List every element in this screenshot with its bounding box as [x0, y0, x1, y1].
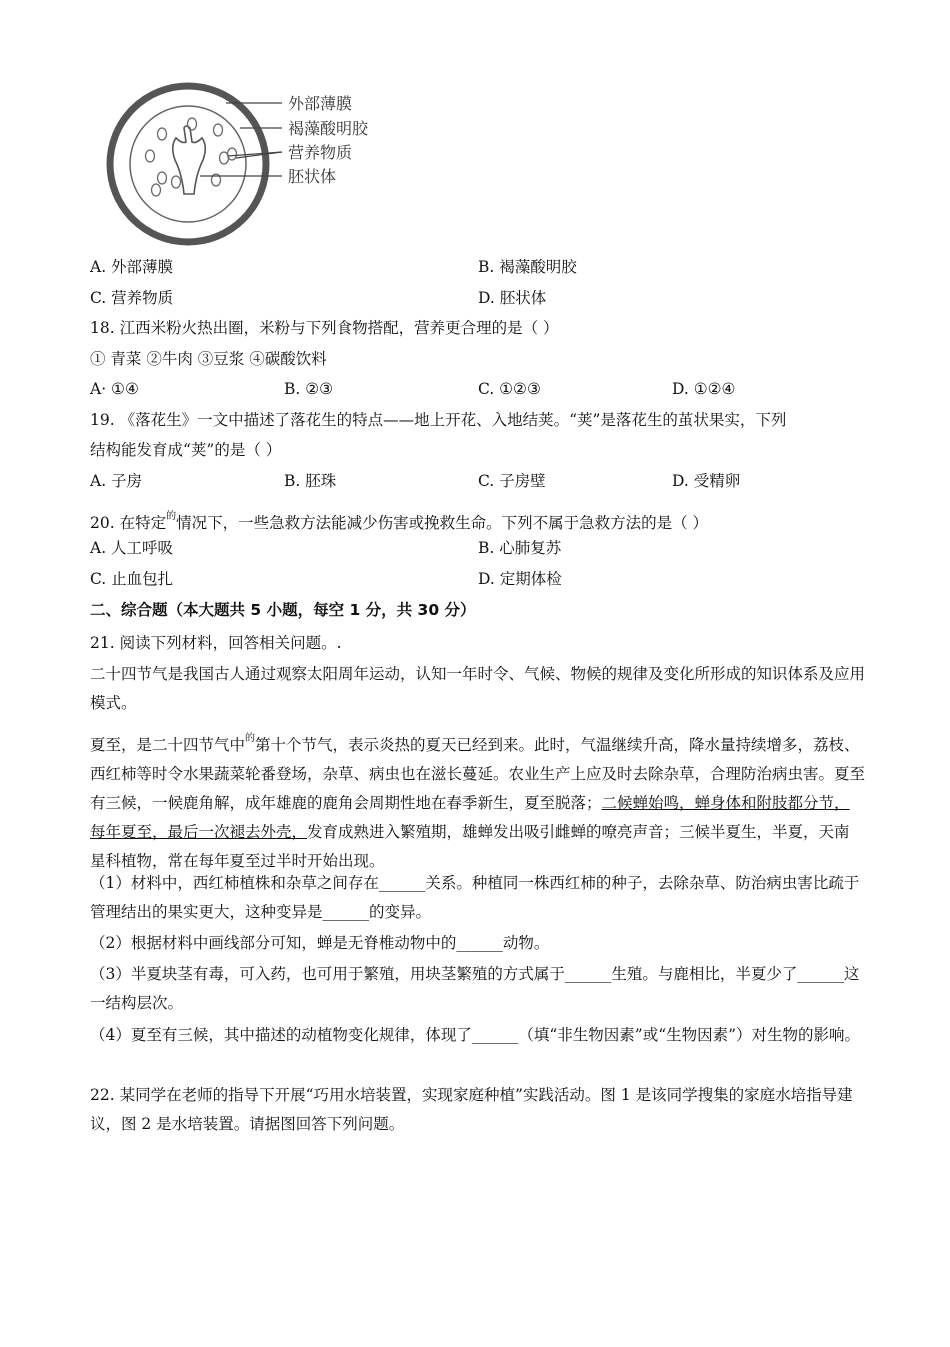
nutrient-dot: [188, 118, 197, 130]
q21-para2-part: 第十个节气，表示炎热的夏天已经到来。此时，气温继续升高，降水量持续增多，荔枝、西红柿等时令水果蔬菜轮番登场，杂草、病虫也在滋长蔓延。农业生产上应及时去除杂草，合理防治病虫害。夏至有三候，一候鹿角解，成年雄鹿的鹿角会周期性地在春季新生，夏至脱落；: [90, 736, 866, 812]
outer-membrane-ring: [110, 86, 266, 242]
nutrient-dot: [172, 176, 181, 188]
nutrient-dot: [146, 150, 155, 162]
q21-stem: 21. 阅读下列材料，回答相关问题。.: [90, 634, 342, 652]
q19-stem-line2: 结构能发育成“荚”的是（ ）: [90, 441, 282, 459]
q18-option-a: A· ①④: [90, 380, 139, 398]
nutrient-dot: [158, 128, 167, 140]
q20-option-a: A. 人工呼吸: [90, 539, 174, 557]
q20-stem: [90, 502, 708, 538]
q17-option-d: D. 胚状体: [478, 289, 547, 307]
q19-stem-line1: 19. 《落花生》一文中描述了落花生的特点——地上开花、入地结荚。“荚”是落花生的茧状果实，下列: [90, 411, 787, 429]
nutrient-dot: [158, 172, 167, 184]
q18-option-d: D. ①②④: [672, 380, 736, 398]
q19-option-d: D. 受精卵: [672, 472, 741, 490]
q18-items: ① 青菜 ②牛肉 ③豆浆 ④碳酸饮料: [90, 350, 327, 368]
q18-option-b: B. ②③: [284, 380, 334, 398]
q18-stem: 18. 江西米粉火热出圈，米粉与下列食物搭配，营养更合理的是（ ）: [90, 319, 559, 337]
q21-material-para2: [90, 724, 865, 876]
q22-stem: 22. 某同学在老师的指导下开展“巧用水培装置，实现家庭种植”实践活动。图 1 是该同学搜集的家庭水培指导建议，图 2 是水培装置。请据图回答下列问题。: [90, 1086, 853, 1133]
label-outer-membrane: 外部薄膜: [288, 94, 353, 113]
nutrient-dot: [152, 184, 161, 196]
q19-option-b: B. 胚珠: [284, 472, 337, 490]
q20-stem-part: 20. 在特定: [90, 514, 167, 532]
q21-sub-question-2: （2）根据材料中画线部分可知，蝉是无脊椎动物中的______动物。: [90, 934, 550, 952]
q21-para2-part: 发育成熟进入繁殖期，雄蝉发出吸引雌蝉的嘹亮声音；三候半夏生，半夏，天南星科植物，常在每年夏至过半时开始出现。: [90, 823, 850, 870]
q21-sub-question-4: （4）夏至有三候，其中描述的动植物变化规律，体现了______（填“非生物因素”或“生物因素”）对生物的影响。: [90, 1026, 861, 1044]
embryoid-shape: [173, 126, 206, 194]
q18-option-c: C. ①②③: [478, 380, 541, 398]
artificial-seed-diagram: [100, 76, 400, 246]
q17-option-a: A. 外部薄膜: [90, 258, 174, 276]
q21-para2-small-char: 的: [245, 733, 256, 744]
q21-sub-question-1: （1）材料中，西红柿植株和杂草之间存在______关系。种植同一株西红柿的种子，去除杂草、防治病虫害比疏于管理结出的果实更大，这种变异是______的变异。: [90, 874, 860, 921]
q20-stem-part: 情况下，一些急救方法能减少伤害或挽救生命。下列不属于急救方法的是（ ）: [176, 514, 709, 532]
q21-para2-part: 夏至，是二十四节气中: [90, 736, 246, 754]
label-nutrients: 营养物质: [288, 143, 353, 162]
q20-stem-small-char: 的: [166, 511, 177, 522]
section-heading: 二、综合题（本大题共 5 小题，每空 1 分，共 30 分）: [90, 601, 476, 619]
q19-option-a: A. 子房: [90, 472, 143, 490]
nutrient-dot: [214, 124, 223, 136]
q19-option-c: C. 子房壁: [478, 472, 546, 490]
q20-option-d: D. 定期体检: [478, 570, 562, 588]
label-embryoid: 胚状体: [288, 167, 337, 186]
q21-underlined-text: 二候蝉始鸣，蝉身体和附肢都分节，每年夏至，最后一次褪去外壳，: [90, 794, 850, 841]
nutrient-dot: [228, 148, 237, 160]
q20-option-c: C. 止血包扎: [90, 570, 174, 588]
q21-sub-question-3: （3）半夏块茎有毒，可入药，也可用于繁殖，用块茎繁殖的方式属于______生殖。与鹿相比，半夏少了______这一结构层次。: [90, 965, 860, 1012]
q17-option-c: C. 营养物质: [90, 289, 174, 307]
q21-material-para1: 二十四节气是我国古人通过观察太阳周年运动，认知一年时令、气候、物候的规律及变化所形成的知识体系及应用模式。: [90, 665, 866, 712]
label-alginate-gel: 褐藻酸明胶: [288, 119, 369, 138]
q17-option-b: B. 褐藻酸明胶: [478, 258, 577, 276]
q20-option-b: B. 心肺复苏: [478, 539, 562, 557]
